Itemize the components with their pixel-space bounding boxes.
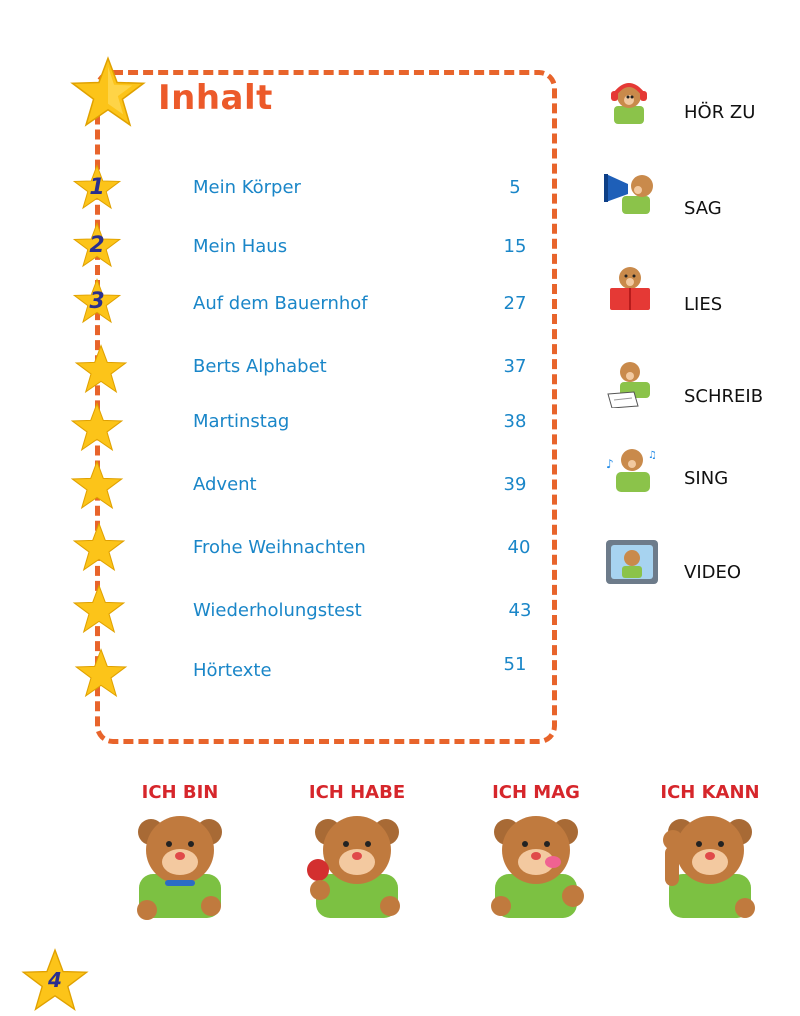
bear-writing-icon [604,358,656,408]
chapter-number: 2 [89,232,105,258]
toc-page-number: 27 [503,293,527,314]
bear-ich-habe [287,782,427,922]
page-number-star-icon [20,948,90,1012]
bear-book-icon [604,264,656,314]
page-number: 4 [48,968,62,992]
toc-page-number: 37 [503,356,527,377]
legend-item-video [600,538,790,598]
toc-label: Advent [193,474,257,495]
legend-label: SING [684,468,729,489]
toc-label: Mein Haus [193,236,288,257]
legend-item-sing [600,446,790,506]
toc-page-number: 39 [503,474,527,495]
bear-caption: ICH BIN [141,782,219,803]
legend-label: HÖR ZU [684,102,756,123]
legend-label: VIDEO [684,562,742,583]
bear-tv-icon [604,538,656,588]
title-star-icon [68,56,148,128]
toc-row[interactable] [0,654,560,690]
toc-row[interactable] [0,236,560,266]
bear-ich-mag [466,782,606,922]
bear-eating-icon [481,810,591,926]
bear-headphones-icon [604,78,656,128]
chapter-number: 3 [89,288,105,314]
legend-label: SCHREIB [684,386,764,407]
toc-page-number: 15 [503,236,527,257]
svg-text:♪: ♪ [606,457,614,471]
legend-label: LIES [684,294,723,315]
bear-megaphone-icon [604,168,656,218]
toc-label: Frohe Weihnachten [193,537,366,558]
toc-label: Berts Alphabet [193,356,327,377]
legend-item-lies [600,264,790,324]
toc-row[interactable] [0,293,560,323]
svg-text:♫: ♫ [648,450,657,461]
page-title: Inhalt [158,78,273,118]
toc-page-number: 40 [507,537,531,558]
toc-row[interactable] [0,600,560,630]
toc-label: Mein Körper [193,177,301,198]
toc-row[interactable] [0,537,560,567]
toc-label: Wiederholungstest [193,600,362,621]
toc-page-number: 43 [508,600,532,621]
toc-page-number: 38 [503,411,527,432]
contents-frame [95,70,557,744]
toc-row[interactable] [0,474,560,504]
toc-row[interactable] [0,356,560,386]
chapter-number: 1 [89,174,105,200]
legend-label: SAG [684,198,722,219]
legend-item-schreib [600,358,790,418]
bear-holding-apple-icon [302,810,412,926]
legend-item-sag [600,168,790,228]
bear-ich-bin [110,782,250,922]
toc-label: Hörtexte [193,660,272,681]
toc-label: Martinstag [193,411,290,432]
toc-row[interactable] [0,177,560,207]
bear-singing-icon [604,446,656,496]
bear-thinking-icon [655,810,765,926]
toc-page-number: 51 [503,654,527,675]
bear-caption: ICH KANN [660,782,760,803]
bear-ich-kann [640,782,780,922]
toc-page-number: 5 [509,177,521,198]
toc-label: Auf dem Bauernhof [193,293,368,314]
bear-caption: ICH MAG [492,782,580,803]
toc-row[interactable] [0,411,560,441]
bear-pointing-self-icon [125,810,235,926]
legend-item-hoer-zu [600,78,790,138]
bear-caption: ICH HABE [308,782,406,803]
